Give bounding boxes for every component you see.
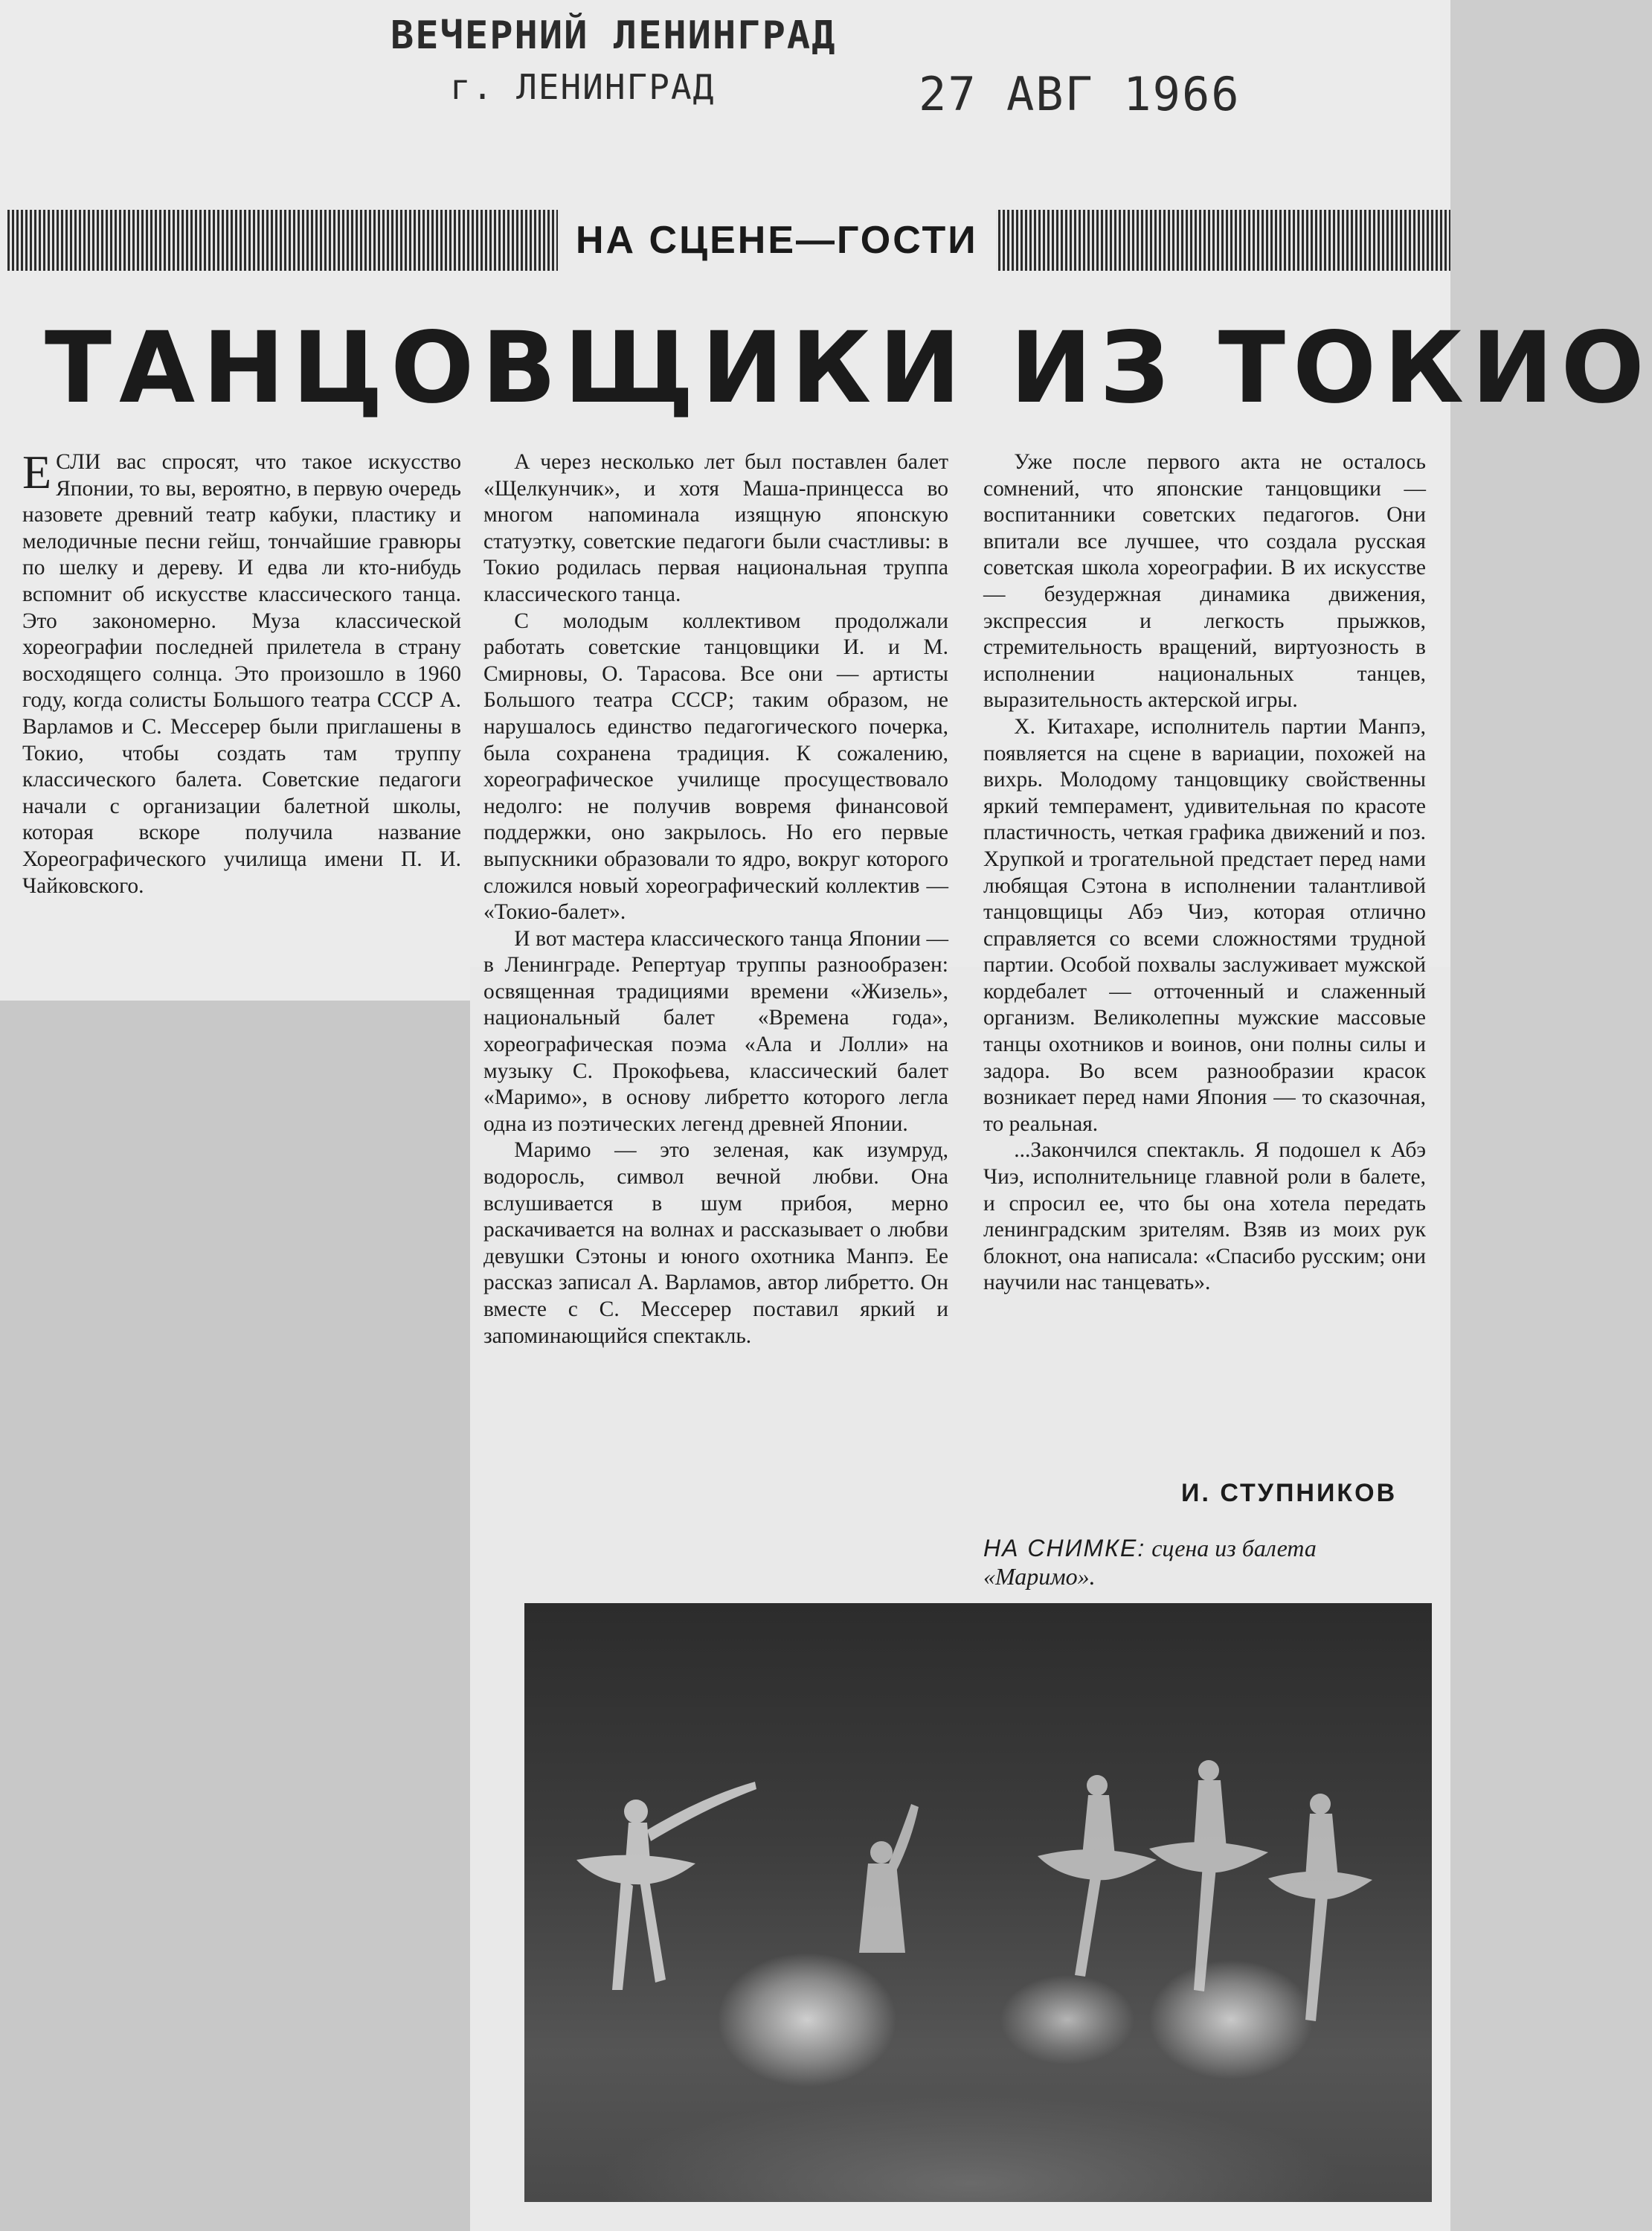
paragraph: А через несколько лет был поставлен балет «Щелкунчик», и хотя Маша-принцесса во многом напоминала изящную японскую статуэтку, советские педагоги были счастливы: в Токио родилась первая национальная труппа классического танца. [483, 450, 948, 606]
backing-sheet [0, 1001, 470, 2231]
rubric: НА СЦЕНЕ—ГОСТИ [558, 210, 996, 271]
dancer-silhouettes [524, 1603, 1432, 2202]
caption-label: НА СНИМКЕ: [983, 1535, 1146, 1561]
paragraph: ...Закончился спектакль. Я подошел к Абэ Чиэ, исполнительнице главной роли в балете, и спросил ее, что бы она хотела передать ленинградским зрителям. Взяв из моих рук блокнот, она написала: «Спасибо русским; они научили нас танцевать». [983, 1138, 1426, 1295]
paragraph [22, 446, 461, 899]
paragraph-text: СЛИ вас спросят, что такое искусство Японии, то вы, вероятно, в первую очередь назовете древний театр кабуки, пластику и мелодичные песни гейш, тончайшие гравюры по шелку и дереву. И едва ли кто-нибудь вспомнит об искусстве классического танца. Это закономерно. Муза классической хореографии последней прилетела в страну восходящего солнца. Это произошло в 1960 году, когда солисты Большого театра СССР А. Варламов и С. Мессерер были приглашены в Токио, чтобы создать там труппу классического балета. Советские педагоги начали с организации балетной школы, которая вскоре получила название Хореографического училища имени П. И. Чайковского. [22, 450, 461, 898]
ballet-photo [524, 1603, 1432, 2202]
paragraph: С молодым коллективом продолжали работать советские танцовщики И. и М. Смирновы, О. Тарасова. Все они — артисты Большого театра СССР; таким образом, не нарушалось единство педагогического почерка, была сохранена традиция. К сожалению, хореографическое училище просуществовало недолго: не получив вовремя финансовой поддержки, оно закрылось. Но его первые выпускники образовали то ядро, вокруг которого сложился новый хореографический коллектив — «Токио-балет». [483, 609, 948, 925]
archive-stamp [383, 13, 1276, 125]
stamp-city: г. ЛЕНИНГРАД [450, 67, 716, 107]
paragraph: Х. Китахаре, исполнитель партии Манпэ, появляется на сцене в вариации, похожей на вихрь. Молодому танцовщику свойственны яркий темперамент, удивительная по красоте пластичность, четкая графика движений и поз. Хрупкой и трогательной предстает перед нами любящая Сэтона в исполнении талантливой танцовщицы Абэ Чиэ, которая отлично справляется со всеми сложностями трудной партии. Особой похвалы заслуживает мужской кордебалет — отточенный и слаженный организм. Великолепны мужские массовые танцы охотников и воинов, они полны силы и задора. Во всем разнообразии красок возникает перед нами Япония — то сказочная, то реальная. [983, 714, 1426, 1136]
stamp-date: 27 АВГ 1966 [919, 67, 1241, 121]
paragraph: И вот мастера классического танца Японии — в Ленинграде. Репертуар труппы разнообразен: освященная традициями времени «Жизель», национальный балет «Времена года», хореографическая поэма «Ала и Лолли» на музыку С. Прокофьева, классический балет «Маримо», в основу либретто которого легла одна из поэтических легенд древней Японии. [483, 926, 948, 1136]
photo-caption [983, 1534, 1430, 1590]
article-title: ТАНЦОВЩИКИ ИЗ ТОКИО [45, 311, 1652, 426]
paragraph: Уже после первого акта не осталось сомнений, что японские танцовщики — воспитанники советских педагогов. Они впитали все лучшее, что создала русская советская школа хореографии. В их искусстве — безудержная динамика движения, экспрессия и легкость прыжков, стремительность вращений, виртуозность в исполнении национальных танцев, выразительность актерской игры. [983, 450, 1426, 713]
drop-cap: Е [22, 446, 52, 498]
article-column-3 [983, 449, 1426, 1297]
paragraph: Маримо — это зеленая, как изумруд, водоросль, символ вечной любви. Она вслушивается в шум прибоя, мерно раскачивается на волнах и рассказывает о любви девушки Сэтоны и юного охотника Манпэ. Ее рассказ записал А. Варламов, автор либретто. Он вместе с С. Мессерер поставил яркий и запоминающийся спектакль. [483, 1138, 948, 1348]
article-column-2 [483, 449, 948, 1349]
article-column-1 [22, 446, 461, 899]
stamp-newspaper: ВЕЧЕРНИЙ ЛЕНИНГРАД [390, 13, 837, 58]
caption-text: сцена из балета «Маримо». [983, 1535, 1317, 1590]
author-byline: И. СТУПНИКОВ [1181, 1479, 1398, 1507]
